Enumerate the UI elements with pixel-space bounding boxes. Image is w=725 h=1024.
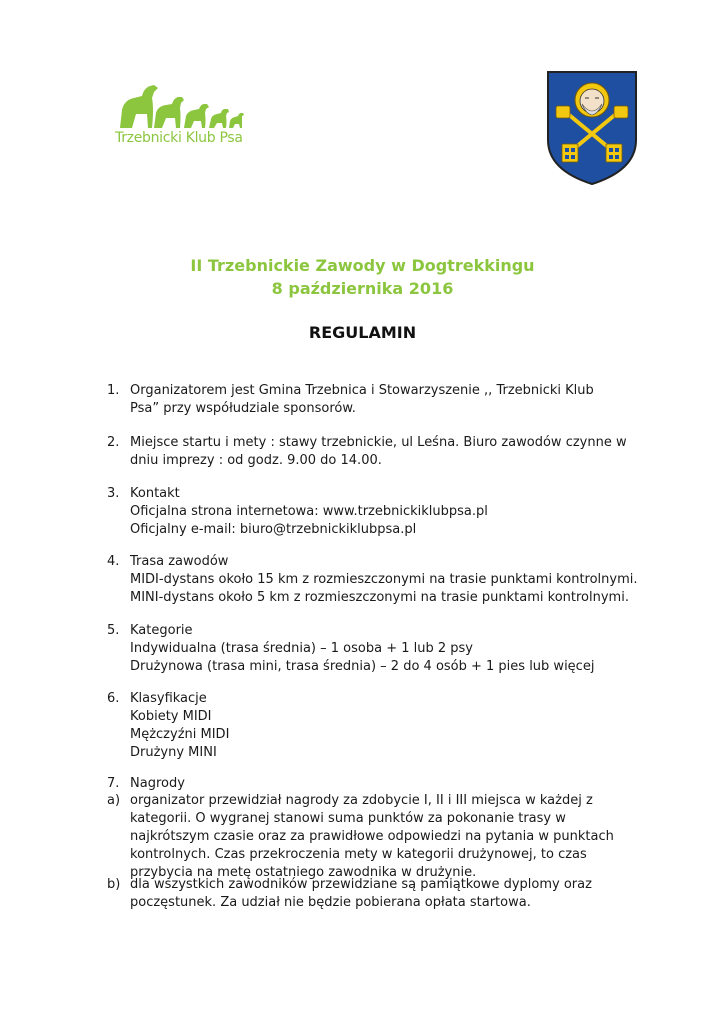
list-number: 5. bbox=[107, 623, 120, 638]
coat-of-arms-keys-icon bbox=[546, 70, 638, 186]
website-link[interactable]: Oficjalna strona internetowa: www.trzebnickiklubpsa.pl bbox=[130, 504, 488, 519]
list-number: 4. bbox=[107, 554, 120, 569]
list-number: 7. bbox=[107, 776, 120, 791]
list-line: MIDI-dystans około 15 km z rozmieszczonymi na trasie punktami kontrolnymi. bbox=[130, 572, 638, 587]
list-line: Organizatorem jest Gmina Trzebnica i Stowarzyszenie ,, Trzebnicki Klub bbox=[130, 383, 594, 398]
list-line: kategorii. O wygranej stanowi suma punktów za pokonanie trasy w bbox=[130, 811, 566, 826]
list-number: 2. bbox=[107, 435, 120, 450]
event-title: II Trzebnickie Zawody w Dogtrekkingu bbox=[190, 256, 535, 275]
list-line: MINI-dystans około 5 km z rozmieszczonymi na trasie punktami kontrolnymi. bbox=[130, 590, 629, 605]
list-line: Psa” przy współudziale sponsorów. bbox=[130, 401, 356, 416]
list-line: Nagrody bbox=[130, 776, 185, 791]
email-link[interactable]: Oficjalny e-mail: biuro@trzebnickiklubpsa.pl bbox=[130, 522, 417, 537]
list-line: najkrótszym czasie oraz za prawidłowe odpowiedzi na pytania w punktach bbox=[130, 829, 614, 844]
list-line: Kontakt bbox=[130, 486, 180, 501]
club-logo bbox=[114, 80, 254, 150]
regulations-heading: REGULAMIN bbox=[308, 323, 417, 342]
list-letter: b) bbox=[107, 877, 121, 892]
list-item-a bbox=[107, 792, 647, 882]
list-line: Mężczyźni MIDI bbox=[130, 727, 230, 742]
dogs-silhouettes-icon bbox=[114, 80, 254, 130]
list-line: Drużyny MINI bbox=[130, 745, 217, 760]
list-item-5 bbox=[107, 622, 647, 676]
list-item-6 bbox=[107, 690, 647, 762]
list-letter: a) bbox=[107, 793, 121, 808]
list-line: dla wszystkich zawodników przewidziane są pamiątkowe dyplomy oraz bbox=[130, 877, 592, 892]
list-line: kontrolnych. Czas przekroczenia mety w kategorii drużynowej, to czas bbox=[130, 847, 587, 862]
list-item-2 bbox=[107, 434, 647, 470]
list-number: 6. bbox=[107, 691, 120, 706]
list-item-b bbox=[107, 876, 647, 912]
list-line: dniu imprezy : od godz. 9.00 do 14.00. bbox=[130, 453, 382, 468]
list-item-3 bbox=[107, 485, 647, 539]
club-logo-text: Trzebnicki Klub Psa bbox=[115, 130, 243, 146]
list-line: Kobiety MIDI bbox=[130, 709, 212, 724]
list-line: Drużynowa (trasa mini, trasa średnia) – 2 do 4 osób + 1 pies lub więcej bbox=[130, 659, 595, 674]
event-date: 8 października 2016 bbox=[271, 279, 454, 298]
list-line: Indywidualna (trasa średnia) – 1 osoba + 1 lub 2 psy bbox=[130, 641, 473, 656]
list-line: Trasa zawodów bbox=[130, 554, 229, 569]
list-item-1 bbox=[107, 382, 647, 418]
list-line: Kategorie bbox=[130, 623, 193, 638]
list-line: przybycia na metę ostatniego zawodnika w drużynie. bbox=[130, 865, 477, 880]
list-item-7 bbox=[107, 775, 647, 793]
list-item-4 bbox=[107, 553, 647, 607]
list-number: 1. bbox=[107, 383, 120, 398]
list-line: Miejsce startu i mety : stawy trzebnickie, ul Leśna. Biuro zawodów czynne w bbox=[130, 435, 627, 450]
list-line: poczęstunek. Za udział nie będzie pobierana opłata startowa. bbox=[130, 895, 531, 910]
list-line: Klasyfikacje bbox=[130, 691, 207, 706]
list-line: organizator przewidział nagrody za zdobycie I, II i III miejsca w każdej z bbox=[130, 793, 593, 808]
list-number: 3. bbox=[107, 486, 120, 501]
